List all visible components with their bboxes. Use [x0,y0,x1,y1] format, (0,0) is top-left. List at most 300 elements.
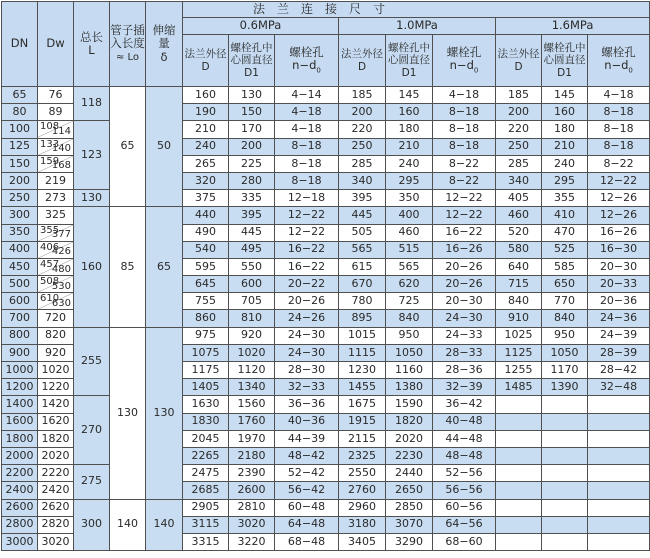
p06-flange-od-cell: 190 [183,104,229,121]
p16-bolt-holes-cell: 28−39 [588,344,650,361]
p10-flange-od-cell: 2550 [339,465,386,482]
dn-cell: 2000 [2,447,38,464]
p06-bolt-circle-cell: 810 [229,310,275,327]
p16-bolt-holes-cell: 32−48 [588,379,650,396]
table-row [2,87,650,104]
p10-bolt-circle-cell: 2850 [386,499,433,516]
p16-bolt-holes-cell: 12−22 [588,172,650,189]
p10-flange-od-cell: 220 [339,121,386,138]
header-bolt-circle: 螺栓孔中 心圆直径 D1 [229,35,275,87]
p10-flange-od-cell: 1675 [339,396,386,413]
p10-flange-od-cell: 2115 [339,430,386,447]
header-expansion-line: δ [160,49,168,64]
p06-bolt-circle-cell: 280 [229,172,275,189]
p16-bolt-holes-cell: 12−26 [588,207,650,224]
p06-bolt-holes-cell: 20−26 [275,293,339,310]
dw-value-lower: 630 [51,297,71,309]
p16-flange-od-cell: 1025 [496,327,542,344]
p16-bolt-circle-cell [542,465,588,482]
header-dw: Dw [38,2,74,87]
dn-cell: 500 [2,276,38,293]
p06-bolt-holes-cell: 28−30 [275,362,339,379]
p06-bolt-circle-cell: 3020 [229,516,275,533]
total-length-cell: 118 [74,87,110,121]
p10-flange-od-cell: 780 [339,293,386,310]
p10-bolt-holes-cell: 8−22 [433,155,496,172]
p06-bolt-circle-cell: 335 [229,190,275,207]
p10-flange-od-cell: 1455 [339,379,386,396]
expansion-cell: 130 [146,327,183,499]
p16-bolt-circle-cell: 160 [542,104,588,121]
p16-bolt-holes-cell [588,447,650,464]
p10-flange-od-cell: 2325 [339,447,386,464]
p10-bolt-circle-cell: 210 [386,138,433,155]
p06-bolt-holes-cell: 56−42 [275,482,339,499]
p06-bolt-holes-cell: 48−42 [275,447,339,464]
header-bolt-circle: 螺栓孔中 心圆直径 D1 [542,35,588,87]
p06-bolt-circle-cell: 170 [229,121,275,138]
p16-bolt-holes-cell [588,516,650,533]
dn-cell: 250 [2,190,38,207]
p16-bolt-circle-cell: 410 [542,207,588,224]
p06-bolt-holes-cell: 12−22 [275,207,339,224]
p16-bolt-holes-cell [588,482,650,499]
p16-flange-od-cell: 200 [496,104,542,121]
header-pressure-0-6: 0.6MPa [183,18,339,35]
dw-cell: 2820 [38,516,74,533]
dw-cell: 219 [38,172,74,189]
p06-bolt-circle-cell: 2390 [229,465,275,482]
total-length-cell: 160 [74,207,110,327]
dw-cell: 76 [38,87,74,104]
dw-value-lower: 377 [51,229,71,241]
p16-bolt-circle-cell [542,482,588,499]
expansion-cell: 65 [146,207,183,327]
p10-bolt-holes-cell: 36−42 [433,396,496,413]
p10-bolt-holes-cell: 60−56 [433,499,496,516]
p16-flange-od-cell [496,482,542,499]
header-dn: DN [2,2,38,87]
header-insert-length-line: 管子插 [110,23,145,38]
p06-bolt-holes-cell: 60−48 [275,499,339,516]
insert-length-cell: 130 [110,327,146,499]
table-row [2,499,650,516]
p06-bolt-holes-cell: 12−22 [275,224,339,241]
p06-flange-od-cell: 1630 [183,396,229,413]
p16-flange-od-cell [496,516,542,533]
p16-flange-od-cell: 220 [496,121,542,138]
p06-flange-od-cell: 860 [183,310,229,327]
p16-flange-od-cell: 715 [496,276,542,293]
table-body [2,87,650,551]
p06-bolt-holes-cell: 36−36 [275,396,339,413]
p06-bolt-holes-cell: 8−18 [275,172,339,189]
p06-flange-od-cell: 1830 [183,413,229,430]
p10-bolt-holes-cell: 48−48 [433,447,496,464]
header-bolt-holes: 螺栓孔 $n-d_0$ [588,35,650,87]
p10-bolt-holes-cell: 4−18 [433,87,496,104]
dw-cell: 2420 [38,482,74,499]
p06-flange-od-cell: 160 [183,87,229,104]
p10-bolt-circle-cell: 3290 [386,533,433,550]
p16-flange-od-cell: 1485 [496,379,542,396]
dw-value-upper: 457 [40,258,60,270]
header-insert-length [110,2,146,87]
p16-bolt-holes-cell: 20−33 [588,276,650,293]
table-row [2,465,650,482]
p16-bolt-circle-cell: 295 [542,172,588,189]
p16-flange-od-cell [496,533,542,550]
header-pressure-1-6: 1.6MPa [496,18,650,35]
p16-flange-od-cell [496,413,542,430]
dn-cell: 450 [2,258,38,275]
p16-bolt-holes-cell: 8−18 [588,104,650,121]
p16-flange-od-cell [496,499,542,516]
expansion-cell: 140 [146,499,183,551]
p10-bolt-holes-cell: 56−56 [433,482,496,499]
p06-bolt-holes-cell: 24−30 [275,344,339,361]
p10-bolt-holes-cell: 40−48 [433,413,496,430]
p06-bolt-holes-cell: 16−22 [275,241,339,258]
dn-cell: 1200 [2,379,38,396]
p16-flange-od-cell: 520 [496,224,542,241]
p16-flange-od-cell: 185 [496,87,542,104]
p06-bolt-circle-cell: 200 [229,138,275,155]
header-expansion-line: 量 [158,36,170,51]
p06-flange-od-cell: 3115 [183,516,229,533]
table-row [2,396,650,413]
p16-bolt-holes-cell [588,499,650,516]
p10-bolt-holes-cell: 20−30 [433,293,496,310]
p16-bolt-circle-cell: 950 [542,327,588,344]
p06-bolt-circle-cell: 705 [229,293,275,310]
p06-flange-od-cell: 540 [183,241,229,258]
p10-flange-od-cell: 670 [339,276,386,293]
dw-cell: 2220 [38,465,74,482]
p16-flange-od-cell [496,447,542,464]
p06-bolt-holes-cell: 44−39 [275,430,339,447]
dw-value-lower: 114 [51,126,71,138]
p06-bolt-holes-cell: 40−36 [275,413,339,430]
dw-cell: 1820 [38,430,74,447]
dn-cell: 65 [2,87,38,104]
p16-bolt-holes-cell: 12−26 [588,190,650,207]
p10-bolt-circle-cell: 400 [386,207,433,224]
p10-bolt-circle-cell: 240 [386,155,433,172]
dn-cell: 1600 [2,413,38,430]
dn-cell: 300 [2,207,38,224]
p10-bolt-circle-cell: 180 [386,121,433,138]
header-expansion-line: 伸缩 [152,23,176,38]
p10-flange-od-cell: 445 [339,207,386,224]
p06-bolt-circle-cell: 225 [229,155,275,172]
p10-bolt-holes-cell: 64−56 [433,516,496,533]
p16-bolt-circle-cell [542,499,588,516]
p16-flange-od-cell: 910 [496,310,542,327]
p16-flange-od-cell: 1255 [496,362,542,379]
p10-bolt-circle-cell: 2230 [386,447,433,464]
dw-cell: 820 [38,327,74,344]
p10-flange-od-cell: 895 [339,310,386,327]
p10-bolt-holes-cell: 20−26 [433,258,496,275]
dw-value-lower: 168 [51,160,71,172]
header-bolt-holes: 螺栓孔 $n-d_0$ [275,35,339,87]
p16-bolt-holes-cell: 16−30 [588,241,650,258]
p16-bolt-holes-cell: 28−42 [588,362,650,379]
p10-bolt-circle-cell: 620 [386,276,433,293]
dw-value-lower: 480 [51,263,71,275]
header-flange-od: 法兰外径 D [339,35,386,87]
insert-length-cell: 140 [110,499,146,551]
dw-value-upper: 159 [40,155,60,167]
p10-flange-od-cell: 200 [339,104,386,121]
dn-cell: 100 [2,121,38,138]
p16-bolt-circle-cell [542,430,588,447]
p06-bolt-holes-cell: 8−18 [275,155,339,172]
dw-value-upper: 355 [40,224,60,236]
header-insert-length-line: ≈ Lo [115,52,140,64]
p16-bolt-holes-cell [588,413,650,430]
dw-cell: 720 [38,310,74,327]
p06-bolt-holes-cell: 52−42 [275,465,339,482]
p06-flange-od-cell: 1175 [183,362,229,379]
dw-cell [38,241,74,258]
p16-bolt-holes-cell [588,533,650,550]
p16-bolt-circle-cell [542,413,588,430]
dw-value-upper: 508 [40,276,60,288]
dw-cell [38,121,74,138]
p16-flange-od-cell: 580 [496,241,542,258]
p10-bolt-circle-cell: 565 [386,258,433,275]
p06-bolt-holes-cell: 20−22 [275,276,339,293]
p16-flange-od-cell: 285 [496,155,542,172]
p06-bolt-holes-cell: 4−18 [275,121,339,138]
dn-cell: 3000 [2,533,38,550]
p06-flange-od-cell: 2905 [183,499,229,516]
p16-bolt-circle-cell: 145 [542,87,588,104]
p06-bolt-circle-cell: 600 [229,276,275,293]
p06-bolt-circle-cell: 1970 [229,430,275,447]
p06-bolt-circle-cell: 2810 [229,499,275,516]
dw-cell: 1220 [38,379,74,396]
dn-cell: 900 [2,344,38,361]
p10-bolt-circle-cell: 295 [386,172,433,189]
p06-bolt-circle-cell: 130 [229,87,275,104]
p16-bolt-circle-cell: 355 [542,190,588,207]
p06-flange-od-cell: 2045 [183,430,229,447]
p06-bolt-holes-cell: 24−30 [275,327,339,344]
p16-flange-od-cell [496,430,542,447]
p16-bolt-holes-cell: 24−39 [588,327,650,344]
total-length-cell: 255 [74,327,110,396]
dn-cell: 1000 [2,362,38,379]
p16-flange-od-cell: 840 [496,293,542,310]
header-pressure-1-0: 1.0MPa [339,18,496,35]
p10-flange-od-cell: 1015 [339,327,386,344]
table-row [2,207,650,224]
p10-bolt-holes-cell: 8−18 [433,138,496,155]
p16-bolt-holes-cell: 24−36 [588,310,650,327]
p06-bolt-holes-cell: 16−22 [275,258,339,275]
p06-flange-od-cell: 645 [183,276,229,293]
p10-bolt-circle-cell: 1380 [386,379,433,396]
p16-bolt-circle-cell [542,396,588,413]
p10-flange-od-cell: 250 [339,138,386,155]
p16-bolt-circle-cell: 470 [542,224,588,241]
total-length-cell: 130 [74,190,110,207]
p16-bolt-circle-cell: 1170 [542,362,588,379]
dw-value-upper: 406 [40,241,60,253]
dw-cell: 1420 [38,396,74,413]
p16-bolt-circle-cell [542,516,588,533]
p10-bolt-holes-cell: 12−22 [433,190,496,207]
p10-bolt-holes-cell: 32−39 [433,379,496,396]
p10-bolt-circle-cell: 950 [386,327,433,344]
p06-flange-od-cell: 1075 [183,344,229,361]
dn-cell: 1400 [2,396,38,413]
p06-bolt-holes-cell: 4−14 [275,87,339,104]
header-total-length-line: 总长 [80,29,103,44]
dn-cell: 200 [2,172,38,189]
dw-value-upper: 108 [40,121,60,133]
p06-bolt-circle-cell: 395 [229,207,275,224]
p10-flange-od-cell: 1115 [339,344,386,361]
table-row [2,121,650,138]
p10-flange-od-cell: 505 [339,224,386,241]
p16-bolt-circle-cell [542,447,588,464]
p10-bolt-holes-cell: 52−56 [433,465,496,482]
dw-cell [38,224,74,241]
p10-flange-od-cell: 1915 [339,413,386,430]
p10-bolt-holes-cell: 68−60 [433,533,496,550]
p06-bolt-holes-cell: 64−48 [275,516,339,533]
p10-bolt-circle-cell: 1160 [386,362,433,379]
dw-value-upper: 610 [40,293,60,305]
p06-flange-od-cell: 440 [183,207,229,224]
header-total-length [74,2,110,87]
p10-bolt-holes-cell: 44−48 [433,430,496,447]
p16-bolt-circle-cell: 180 [542,121,588,138]
p10-bolt-circle-cell: 725 [386,293,433,310]
p10-flange-od-cell: 395 [339,190,386,207]
p10-bolt-circle-cell: 840 [386,310,433,327]
total-length-cell: 275 [74,465,110,499]
p06-bolt-circle-cell: 2600 [229,482,275,499]
p10-bolt-holes-cell: 24−33 [433,327,496,344]
p10-bolt-circle-cell: 1050 [386,344,433,361]
total-length-cell: 123 [74,121,110,190]
p06-bolt-circle-cell: 2180 [229,447,275,464]
p06-flange-od-cell: 375 [183,190,229,207]
p16-flange-od-cell [496,465,542,482]
p06-bolt-holes-cell: 32−33 [275,379,339,396]
p06-flange-od-cell: 1405 [183,379,229,396]
p06-bolt-circle-cell: 920 [229,327,275,344]
dn-cell: 2800 [2,516,38,533]
p10-bolt-circle-cell: 2020 [386,430,433,447]
dw-value-lower: 140 [51,143,71,155]
p16-bolt-circle-cell: 840 [542,310,588,327]
dw-cell: 2020 [38,447,74,464]
dw-cell [38,258,74,275]
p06-flange-od-cell: 320 [183,172,229,189]
p16-flange-od-cell [496,396,542,413]
dw-value-lower: 530 [51,280,71,292]
p10-flange-od-cell: 185 [339,87,386,104]
p10-flange-od-cell: 1230 [339,362,386,379]
p10-flange-od-cell: 340 [339,172,386,189]
dn-cell: 400 [2,241,38,258]
p06-flange-od-cell: 2685 [183,482,229,499]
p06-bolt-circle-cell: 1340 [229,379,275,396]
p06-bolt-circle-cell: 1560 [229,396,275,413]
dw-cell: 1020 [38,362,74,379]
p16-bolt-circle-cell: 525 [542,241,588,258]
dn-cell: 80 [2,104,38,121]
dn-cell: 350 [2,224,38,241]
p16-bolt-circle-cell: 1050 [542,344,588,361]
p10-bolt-circle-cell: 350 [386,190,433,207]
p06-flange-od-cell: 265 [183,155,229,172]
dn-cell: 125 [2,138,38,155]
p10-flange-od-cell: 565 [339,241,386,258]
p06-bolt-circle-cell: 445 [229,224,275,241]
p10-bolt-holes-cell: 20−26 [433,276,496,293]
p16-bolt-holes-cell: 20−30 [588,258,650,275]
header-bolt-holes: 螺栓孔 $n-d_0$ [433,35,496,87]
p06-flange-od-cell: 3315 [183,533,229,550]
p16-bolt-holes-cell: 16−26 [588,224,650,241]
p10-bolt-holes-cell: 16−26 [433,241,496,258]
p16-flange-od-cell: 250 [496,138,542,155]
insert-length-cell: 85 [110,207,146,327]
p16-flange-od-cell: 405 [496,190,542,207]
dw-cell [38,276,74,293]
p10-bolt-holes-cell: 8−18 [433,104,496,121]
p16-bolt-circle-cell: 770 [542,293,588,310]
p06-flange-od-cell: 2265 [183,447,229,464]
total-length-cell: 270 [74,396,110,465]
p10-bolt-holes-cell: 8−18 [433,121,496,138]
table-row [2,327,650,344]
p16-flange-od-cell: 1125 [496,344,542,361]
table-header [2,2,650,87]
p16-bolt-circle-cell: 650 [542,276,588,293]
p06-bolt-holes-cell: 12−18 [275,190,339,207]
p06-flange-od-cell: 210 [183,121,229,138]
header-expansion [146,2,183,87]
p16-bolt-circle-cell: 585 [542,258,588,275]
p06-bolt-holes-cell: 68−48 [275,533,339,550]
p10-bolt-circle-cell: 460 [386,224,433,241]
dn-cell: 1800 [2,430,38,447]
p10-flange-od-cell: 2960 [339,499,386,516]
total-length-cell: 300 [74,499,110,551]
p10-bolt-circle-cell: 145 [386,87,433,104]
p16-bolt-holes-cell: 20−36 [588,293,650,310]
dw-cell: 3020 [38,533,74,550]
p06-bolt-holes-cell: 8−18 [275,138,339,155]
p06-bolt-circle-cell: 3220 [229,533,275,550]
p10-bolt-holes-cell: 28−33 [433,344,496,361]
header-flange-title: 法 兰 连 接 尺 寸 [183,2,650,18]
dw-cell: 920 [38,344,74,361]
dw-cell [38,138,74,155]
expansion-cell: 50 [146,87,183,207]
p16-bolt-circle-cell [542,533,588,550]
p06-bolt-circle-cell: 1760 [229,413,275,430]
dw-cell: 1620 [38,413,74,430]
